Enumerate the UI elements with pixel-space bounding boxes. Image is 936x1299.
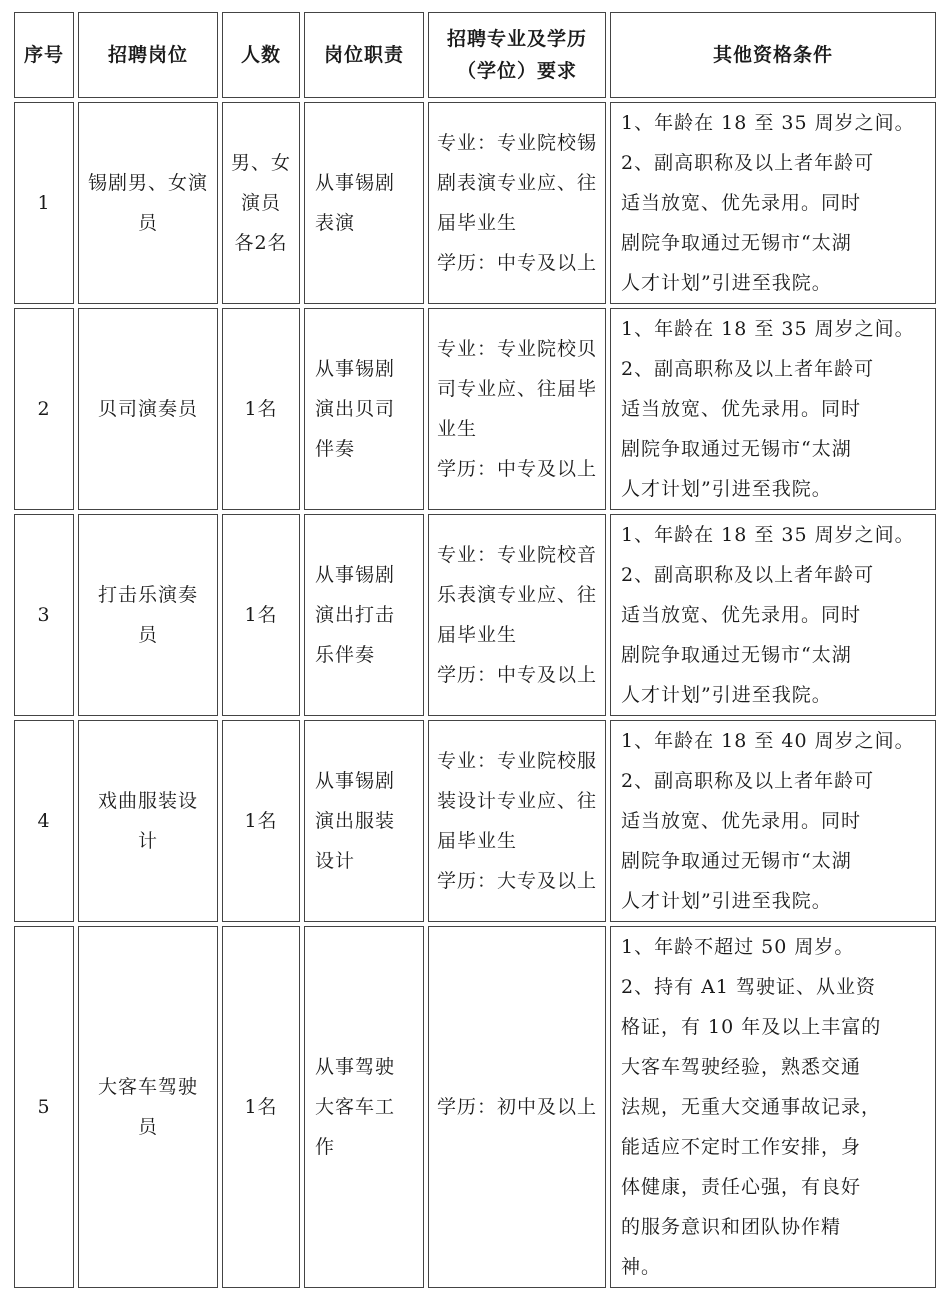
header-requirement: 招聘专业及学历 （学位）要求 bbox=[428, 12, 606, 98]
cell-other: 1、年龄在 18 至 35 周岁之间。 2、副高职称及以上者年龄可 适当放宽、优先录用。同时 剧院争取通过无锡市“太湖 人才计划”引进至我院。 bbox=[610, 102, 936, 304]
cell-duty: 从事锡剧 演出打击 乐伴奏 bbox=[304, 514, 424, 716]
cell-count: 1名 bbox=[222, 308, 300, 510]
cell-no: 3 bbox=[14, 514, 74, 716]
header-other: 其他资格条件 bbox=[610, 12, 936, 98]
table-row bbox=[14, 308, 936, 510]
cell-duty: 从事锡剧 表演 bbox=[304, 102, 424, 304]
cell-position: 锡剧男、女演 员 bbox=[78, 102, 218, 304]
cell-other: 1、年龄在 18 至 35 周岁之间。 2、副高职称及以上者年龄可 适当放宽、优先录用。同时 剧院争取通过无锡市“太湖 人才计划”引进至我院。 bbox=[610, 308, 936, 510]
header-position: 招聘岗位 bbox=[78, 12, 218, 98]
cell-requirement: 学历：初中及以上 bbox=[428, 926, 606, 1288]
recruitment-table bbox=[10, 8, 936, 1292]
table-row bbox=[14, 720, 936, 922]
cell-requirement: 专业：专业院校锡 剧表演专业应、往 届毕业生 学历：中专及以上 bbox=[428, 102, 606, 304]
cell-requirement: 专业：专业院校音 乐表演专业应、往 届毕业生 学历：中专及以上 bbox=[428, 514, 606, 716]
header-no: 序号 bbox=[14, 12, 74, 98]
cell-other: 1、年龄在 18 至 40 周岁之间。 2、副高职称及以上者年龄可 适当放宽、优先录用。同时 剧院争取通过无锡市“太湖 人才计划”引进至我院。 bbox=[610, 720, 936, 922]
cell-count: 1名 bbox=[222, 720, 300, 922]
table-row bbox=[14, 514, 936, 716]
cell-other: 1、年龄不超过 50 周岁。 2、持有 A1 驾驶证、从业资 格证，有 10 年及以上丰富的 大客车驾驶经验，熟悉交通 法规，无重大交通事故记录， 能适应不定时工作安排，身 体健康，责任心强，有良好 的服务意识和团队协作精 神。 bbox=[610, 926, 936, 1288]
cell-position: 大客车驾驶 员 bbox=[78, 926, 218, 1288]
table-row bbox=[14, 926, 936, 1288]
cell-no: 1 bbox=[14, 102, 74, 304]
cell-duty: 从事锡剧 演出贝司 伴奏 bbox=[304, 308, 424, 510]
cell-position: 戏曲服装设 计 bbox=[78, 720, 218, 922]
cell-other: 1、年龄在 18 至 35 周岁之间。 2、副高职称及以上者年龄可 适当放宽、优先录用。同时 剧院争取通过无锡市“太湖 人才计划”引进至我院。 bbox=[610, 514, 936, 716]
cell-duty: 从事锡剧 演出服装 设计 bbox=[304, 720, 424, 922]
cell-no: 2 bbox=[14, 308, 74, 510]
cell-position: 贝司演奏员 bbox=[78, 308, 218, 510]
header-count: 人数 bbox=[222, 12, 300, 98]
cell-position: 打击乐演奏 员 bbox=[78, 514, 218, 716]
cell-count: 1名 bbox=[222, 514, 300, 716]
cell-no: 4 bbox=[14, 720, 74, 922]
table-header-row bbox=[14, 12, 936, 98]
table-row bbox=[14, 102, 936, 304]
cell-requirement: 专业：专业院校服 装设计专业应、往 届毕业生 学历：大专及以上 bbox=[428, 720, 606, 922]
cell-duty: 从事驾驶 大客车工 作 bbox=[304, 926, 424, 1288]
cell-no: 5 bbox=[14, 926, 74, 1288]
cell-count: 男、女 演员 各2名 bbox=[222, 102, 300, 304]
header-duty: 岗位职责 bbox=[304, 12, 424, 98]
cell-requirement: 专业：专业院校贝 司专业应、往届毕 业生 学历：中专及以上 bbox=[428, 308, 606, 510]
cell-count: 1名 bbox=[222, 926, 300, 1288]
